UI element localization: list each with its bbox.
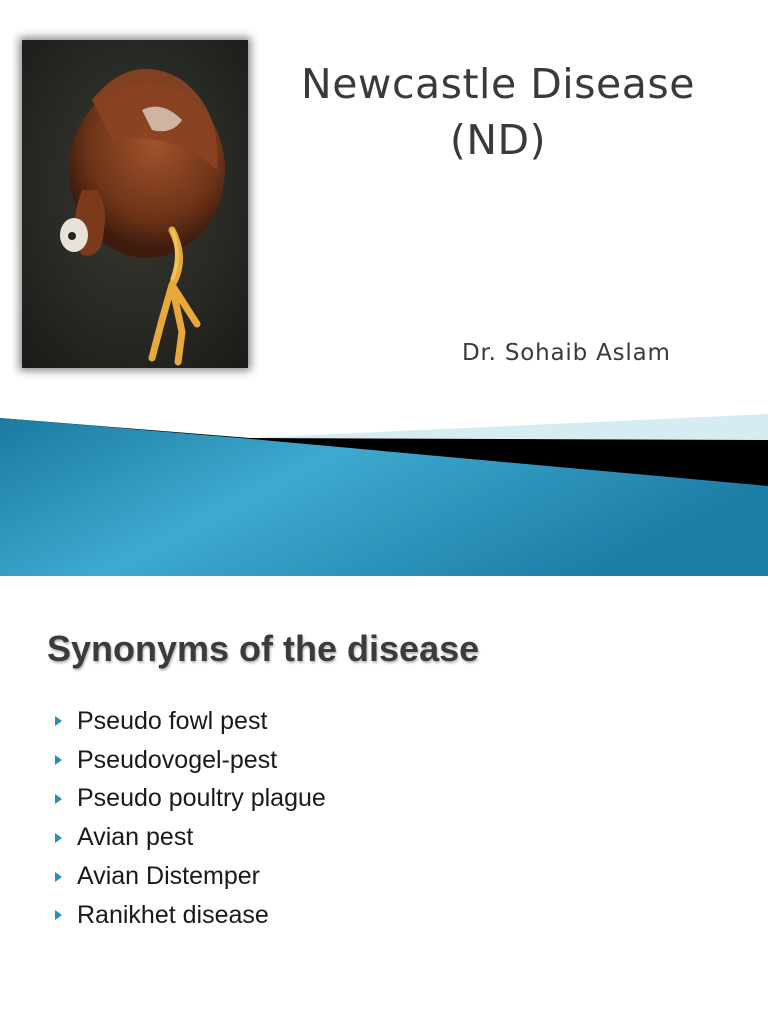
list-item [55,702,326,741]
title-line-1: Newcastle Disease [301,60,695,108]
list-item-text: Avian Distemper [77,862,260,891]
triangle-right-icon [55,755,62,765]
title-line-2: (ND) [449,116,547,164]
author-name: Dr. Sohaib Aslam [462,340,671,366]
slide-title [248,56,748,168]
triangle-right-icon [55,833,62,843]
list-item [55,780,326,819]
slide-heading: Synonyms of the disease [47,628,480,669]
list-item-text: Avian pest [77,823,194,852]
synonyms-slide [0,576,768,1024]
list-item-text: Pseudo poultry plague [77,784,326,813]
triangle-right-icon [55,872,62,882]
list-item-text: Ranikhet disease [77,900,269,929]
synonyms-list [55,702,326,935]
list-item [55,857,326,896]
sick-chicken-photo [22,40,248,368]
list-item-text: Pseudovogel-pest [77,745,278,774]
triangle-right-icon [55,910,62,920]
decorative-wave-band [0,404,768,576]
triangle-right-icon [55,716,62,726]
list-item [55,741,326,780]
sick-chicken-illustration [22,40,248,368]
list-item [55,818,326,857]
list-item [55,896,326,935]
triangle-right-icon [55,794,62,804]
list-item-text: Pseudo fowl pest [77,706,268,735]
